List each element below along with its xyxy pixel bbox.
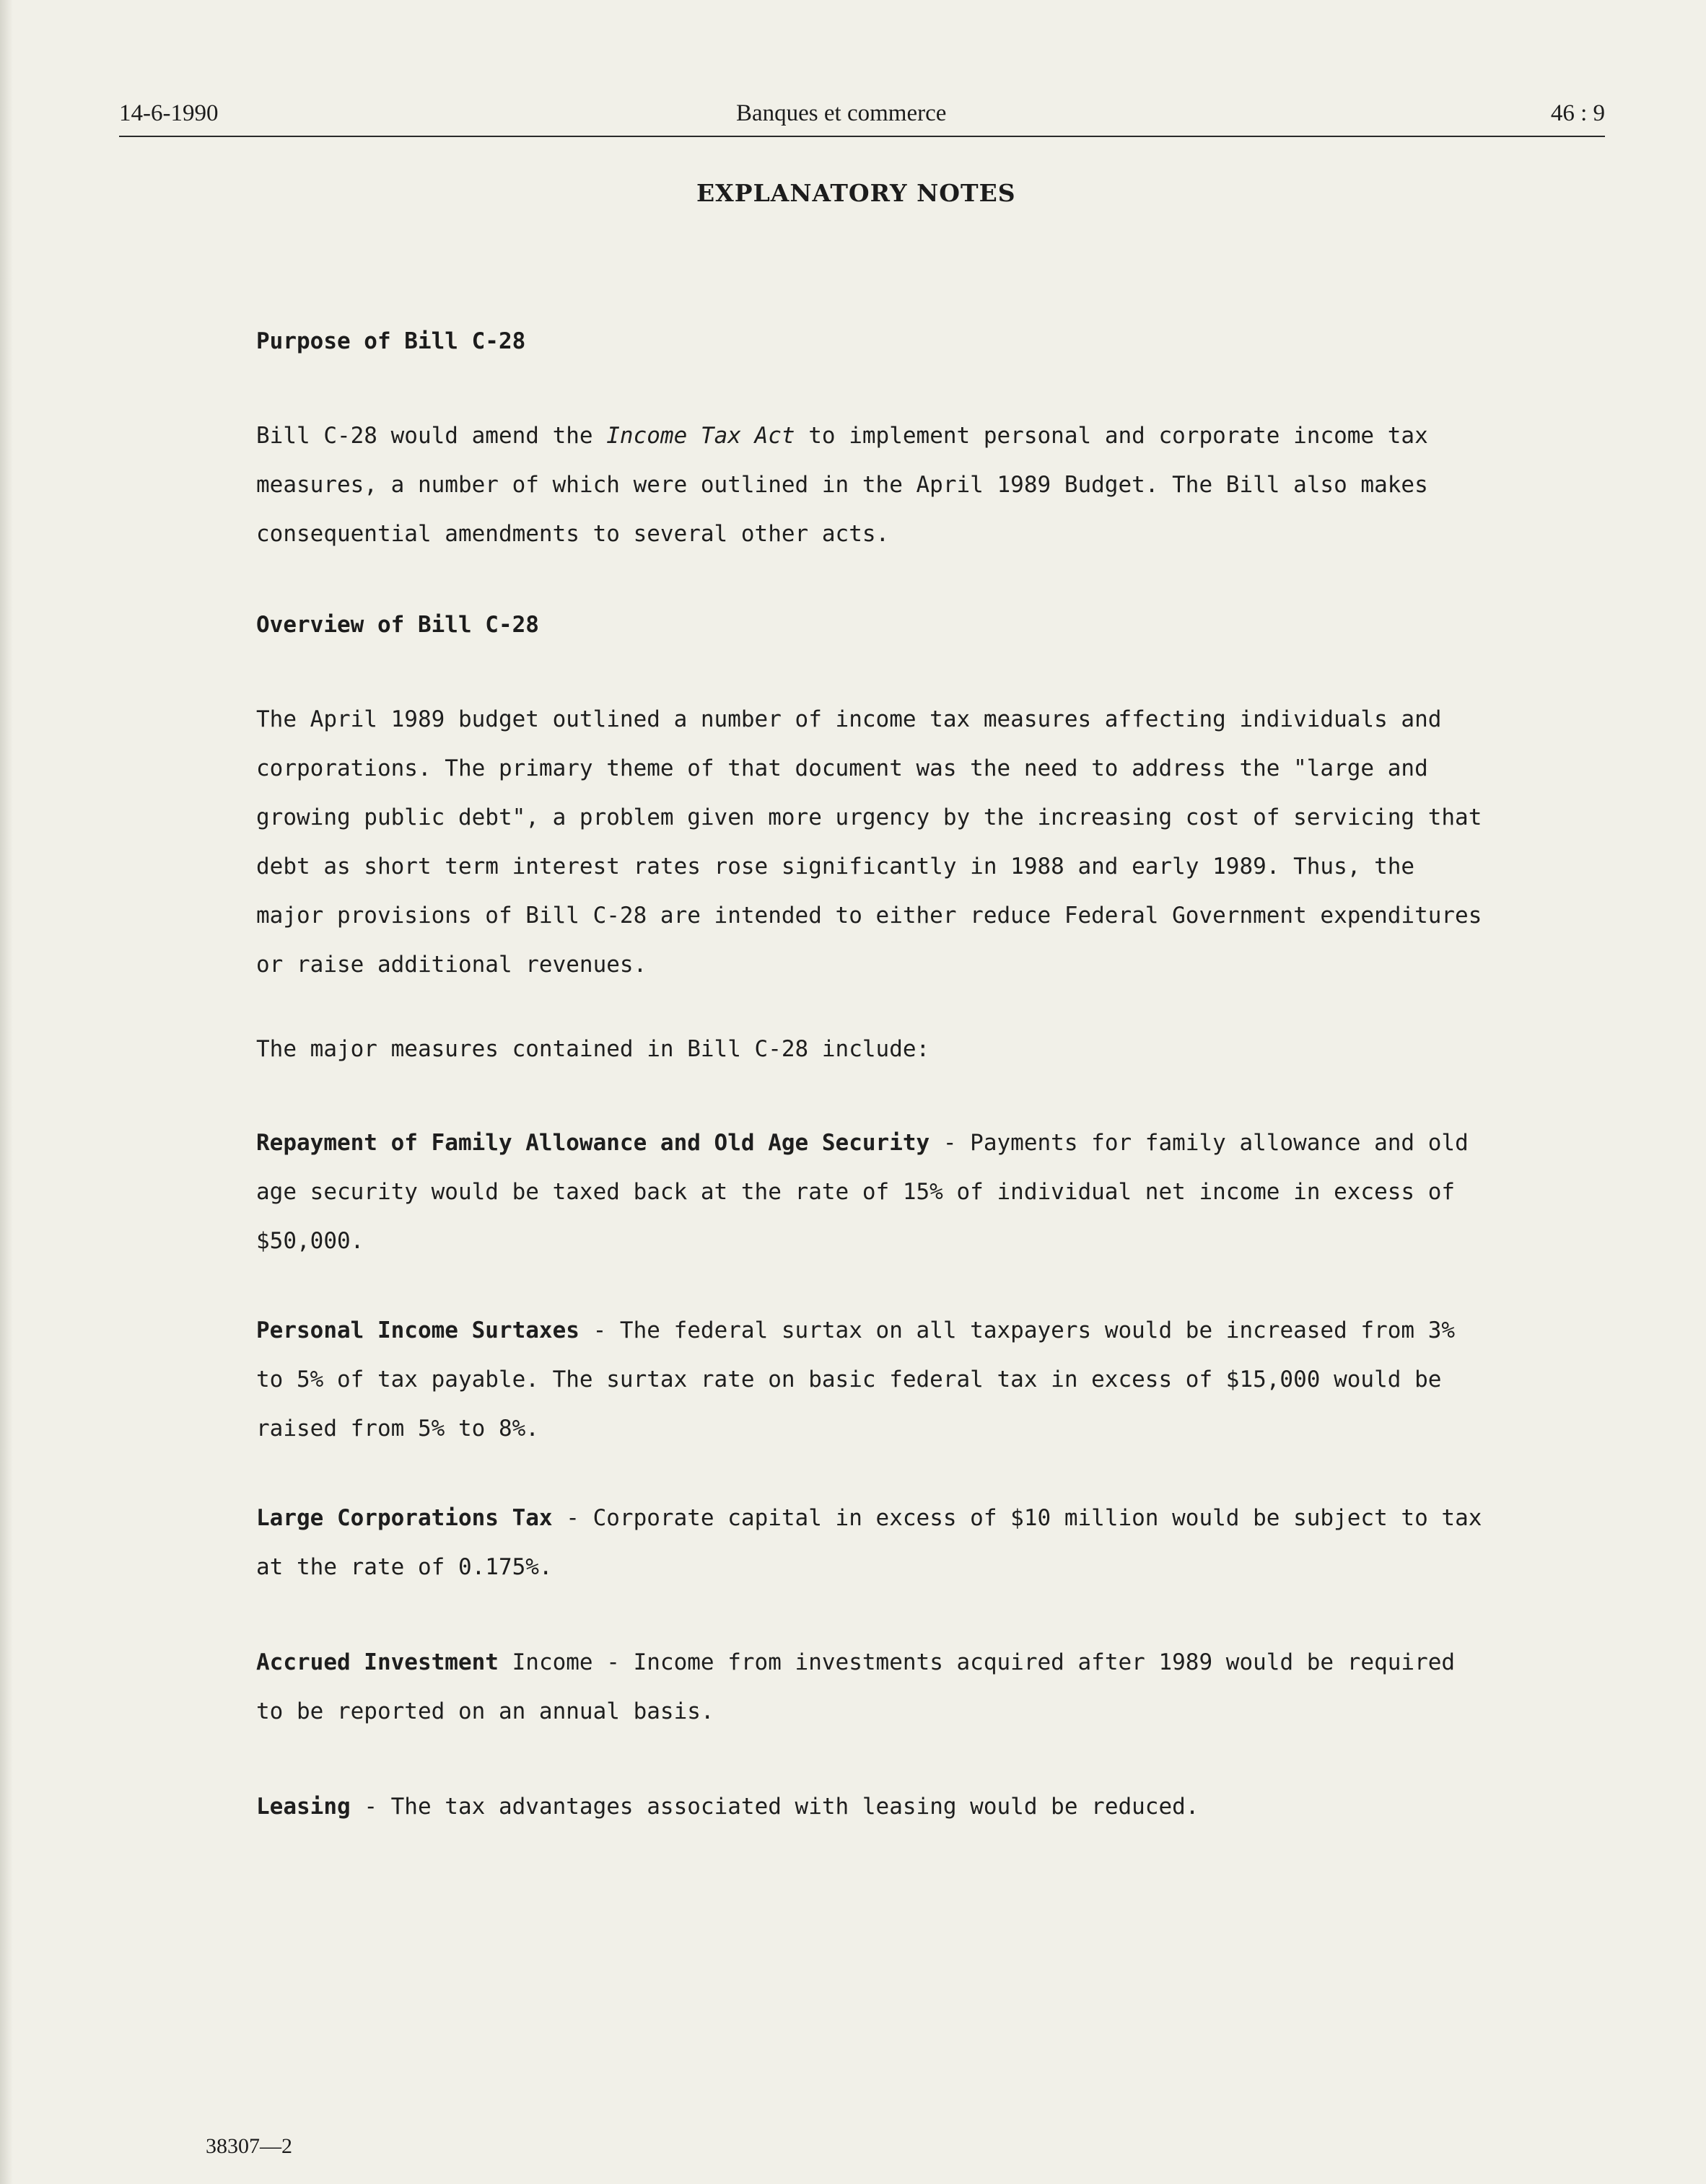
measure-term: Personal Income Surtaxes [256, 1317, 579, 1343]
measure-term: Repayment of Family Allowance and Old Age Security [256, 1130, 930, 1156]
measure-item [256, 1782, 1483, 1831]
purpose-heading: Purpose of Bill C-28 [256, 328, 526, 354]
measure-text: Income - Income from investments acquired after 1989 would be required to be reported on an annual basis. [256, 1649, 1456, 1724]
header-date: 14-6-1990 [119, 100, 219, 126]
header-page-number: 46 : 9 [1550, 100, 1605, 126]
measure-text: - The federal surtax on all taxpayers would be increased from 3% to 5% of tax payable. The surtax rate on basic federal tax in excess of $15,000 would be raised from 5% to 8%. [256, 1317, 1456, 1442]
measure-term: Accrued Investment [256, 1649, 499, 1675]
purpose-text-end: to implement personal and corporate income tax measures, a number of which were outlined in the April 1989 Budget. The Bill also makes consequential amendments to several other acts. [256, 423, 1428, 547]
footer-code: 38307—2 [206, 2134, 292, 2158]
measure-item [256, 1494, 1483, 1592]
measure-item [256, 1306, 1483, 1453]
measure-text: - Corporate capital in excess of $10 million would be subject to tax at the rate of 0.175%. [256, 1505, 1482, 1580]
purpose-paragraph [256, 411, 1483, 558]
page-title: EXPLANATORY NOTES [696, 179, 1016, 207]
measures-intro: The major measures contained in Bill C-28 include: [256, 1036, 930, 1062]
page-edge-shadow [0, 0, 13, 2184]
header-title: Banques et commerce [736, 100, 947, 126]
measure-text: - The tax advantages associated with leasing would be reduced. [350, 1794, 1199, 1820]
overview-paragraph: The April 1989 budget outlined a number of income tax measures affecting individuals and corporations. The primary theme of that document was the need to address the "large and growing public debt", a problem given more urgency by the increasing cost of servicing that debt as short term interest rates rose significantly in 1988 and early 1989. Thus, the major provisions of Bill C-28 are intended to either reduce Federal Government expenditures or raise additional revenues. [256, 706, 1482, 978]
measure-item [256, 1118, 1483, 1266]
running-header [119, 100, 1605, 137]
measure-item [256, 1638, 1483, 1736]
overview-heading: Overview of Bill C-28 [256, 612, 539, 638]
purpose-act-title: Income Tax Act [606, 423, 795, 449]
measure-text: - Payments for family allowance and old age security would be taxed back at the rate of 15% of individual net income in excess of $50,000. [256, 1130, 1469, 1254]
purpose-text-start: Bill C-28 would amend the [256, 423, 607, 449]
measure-term: Large Corporations Tax [256, 1505, 553, 1531]
measure-term: Leasing [256, 1794, 351, 1820]
